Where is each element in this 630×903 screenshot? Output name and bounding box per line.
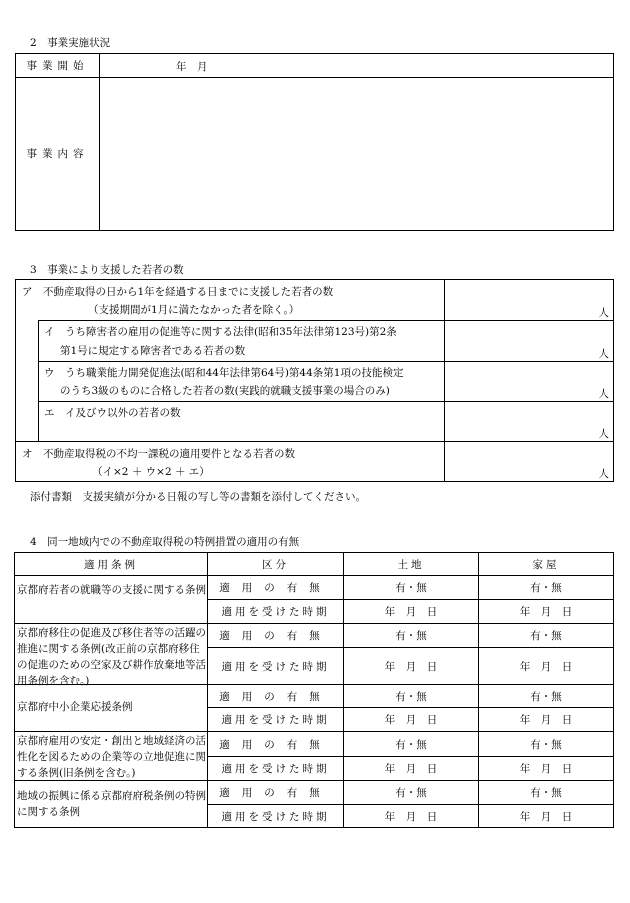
period-label: 適用を受けた時期 bbox=[221, 810, 330, 823]
business-content-label: 事業内容 bbox=[16, 77, 100, 230]
building-yes-no[interactable]: 有・無 bbox=[530, 738, 562, 751]
building-date[interactable]: 年 月 日 bbox=[519, 763, 573, 775]
ordinance-5: 地域の振興に係る京都府府税条例の特例に関する条例 bbox=[17, 790, 206, 818]
row-e-unit: 人 bbox=[598, 428, 609, 440]
business-start-label: 事業開始 bbox=[16, 54, 100, 77]
land-date[interactable]: 年 月 日 bbox=[384, 606, 438, 618]
row-a-unit: 人 bbox=[598, 307, 609, 319]
row-o-unit: 人 bbox=[598, 468, 609, 480]
header-land: 土地 bbox=[397, 558, 425, 571]
row-e-line1: エ イ及びウ以外の若者の数 bbox=[44, 407, 181, 419]
land-yes-no[interactable]: 有・無 bbox=[395, 630, 427, 642]
land-date[interactable]: 年 月 日 bbox=[384, 714, 438, 726]
header-ordinance: 適用条例 bbox=[84, 558, 138, 571]
row-o-line2: （イ×2 ＋ ウ×2 ＋ エ） bbox=[92, 466, 210, 478]
row-divider bbox=[38, 401, 613, 402]
ordinance-3: 京都府中小企業応援条例 bbox=[17, 701, 133, 713]
section3-heading: 3 事業により支援した若者の数 bbox=[30, 264, 184, 276]
land-yes-no[interactable]: 有・無 bbox=[395, 690, 427, 703]
row-i-unit: 人 bbox=[598, 348, 609, 360]
period-label: 適用を受けた時期 bbox=[221, 606, 330, 618]
row-u-line1: ウ うち職業能力開発促進法(昭和44年法律第64号)第44条第1項の技能検定 bbox=[44, 367, 404, 379]
land-yes-no[interactable]: 有・無 bbox=[395, 787, 427, 799]
applied-label: 適用の有無 bbox=[219, 630, 332, 642]
period-label: 適用を受けた時期 bbox=[221, 763, 330, 775]
row-o-line1: オ 不動産取得税の不均一課税の適用要件となる若者の数 bbox=[22, 448, 295, 460]
row-divider bbox=[16, 441, 613, 442]
building-date[interactable]: 年 月 日 bbox=[519, 714, 573, 726]
period-label: 適用を受けた時期 bbox=[221, 714, 330, 726]
attachment-note: 添付書類 支援実績が分かる日報の写し等の書類を添付してください。 bbox=[30, 491, 366, 503]
applied-label: 適用の有無 bbox=[219, 787, 332, 799]
applied-label: 適用の有無 bbox=[219, 738, 332, 751]
building-yes-no[interactable]: 有・無 bbox=[530, 630, 562, 642]
row-i-line1: イ うち障害者の雇用の促進等に関する法律(昭和35年法律第123号)第2条 bbox=[44, 326, 397, 338]
row-i-line2: 第1号に規定する障害者である若者の数 bbox=[60, 345, 246, 357]
section4-heading: 4 同一地域内での不動産取得税の特例措置の適用の有無 bbox=[30, 536, 300, 548]
business-status-table bbox=[15, 53, 614, 231]
special-measures-table bbox=[14, 552, 614, 828]
land-yes-no[interactable]: 有・無 bbox=[395, 738, 427, 751]
applied-label: 適用の有無 bbox=[219, 690, 332, 703]
land-date[interactable]: 年 月 日 bbox=[384, 660, 438, 673]
building-yes-no[interactable]: 有・無 bbox=[530, 690, 562, 703]
column-divider bbox=[444, 280, 445, 481]
row-a-line1: ア 不動産取得の日から1年を経過する日までに支援した若者の数 bbox=[22, 286, 334, 298]
building-yes-no[interactable]: 有・無 bbox=[530, 787, 562, 799]
indent-divider bbox=[38, 320, 39, 441]
header-building: 家屋 bbox=[532, 558, 560, 571]
building-date[interactable]: 年 月 日 bbox=[519, 660, 573, 673]
row-u-line2: のうち3級のものに合格した若者の数(実践的就職支援事業の場合のみ) bbox=[60, 385, 390, 397]
header-category: 区分 bbox=[262, 558, 289, 571]
period-label: 適用を受けた時期 bbox=[221, 660, 330, 673]
business-start-value[interactable]: 年 月 bbox=[176, 61, 208, 73]
applied-label: 適用の有無 bbox=[219, 582, 332, 594]
row-divider bbox=[38, 320, 613, 321]
land-date[interactable]: 年 月 日 bbox=[384, 763, 438, 775]
building-date[interactable]: 年 月 日 bbox=[519, 606, 573, 618]
ordinance-1: 京都府若者の就職等の支援に関する条例 bbox=[17, 584, 206, 596]
business-content-field[interactable] bbox=[100, 78, 612, 228]
section2-heading: 2 事業実施状況 bbox=[30, 37, 111, 49]
ordinance-4: 京都府雇用の安定・創出と地域経済の活性化を図るための企業等の立地促進に関する条例(旧条例を含む。) bbox=[17, 735, 206, 779]
land-yes-no[interactable]: 有・無 bbox=[395, 582, 427, 594]
building-date[interactable]: 年 月 日 bbox=[519, 810, 573, 823]
business-start-row bbox=[16, 54, 613, 78]
row-divider bbox=[38, 361, 613, 362]
row-u-unit: 人 bbox=[598, 388, 609, 400]
row-a-line2: （支援期間が1月に満たなかった者を除く。） bbox=[88, 304, 300, 316]
land-date[interactable]: 年 月 日 bbox=[384, 810, 438, 823]
supported-youth-table bbox=[15, 279, 614, 482]
ordinance-2: 京都府移住の促進及び移住者等の活躍の推進に関する条例(改正前の京都府移住の促進のための空家及び耕作放棄地等活用条例を含む。) bbox=[17, 627, 206, 687]
building-yes-no[interactable]: 有・無 bbox=[530, 582, 562, 594]
